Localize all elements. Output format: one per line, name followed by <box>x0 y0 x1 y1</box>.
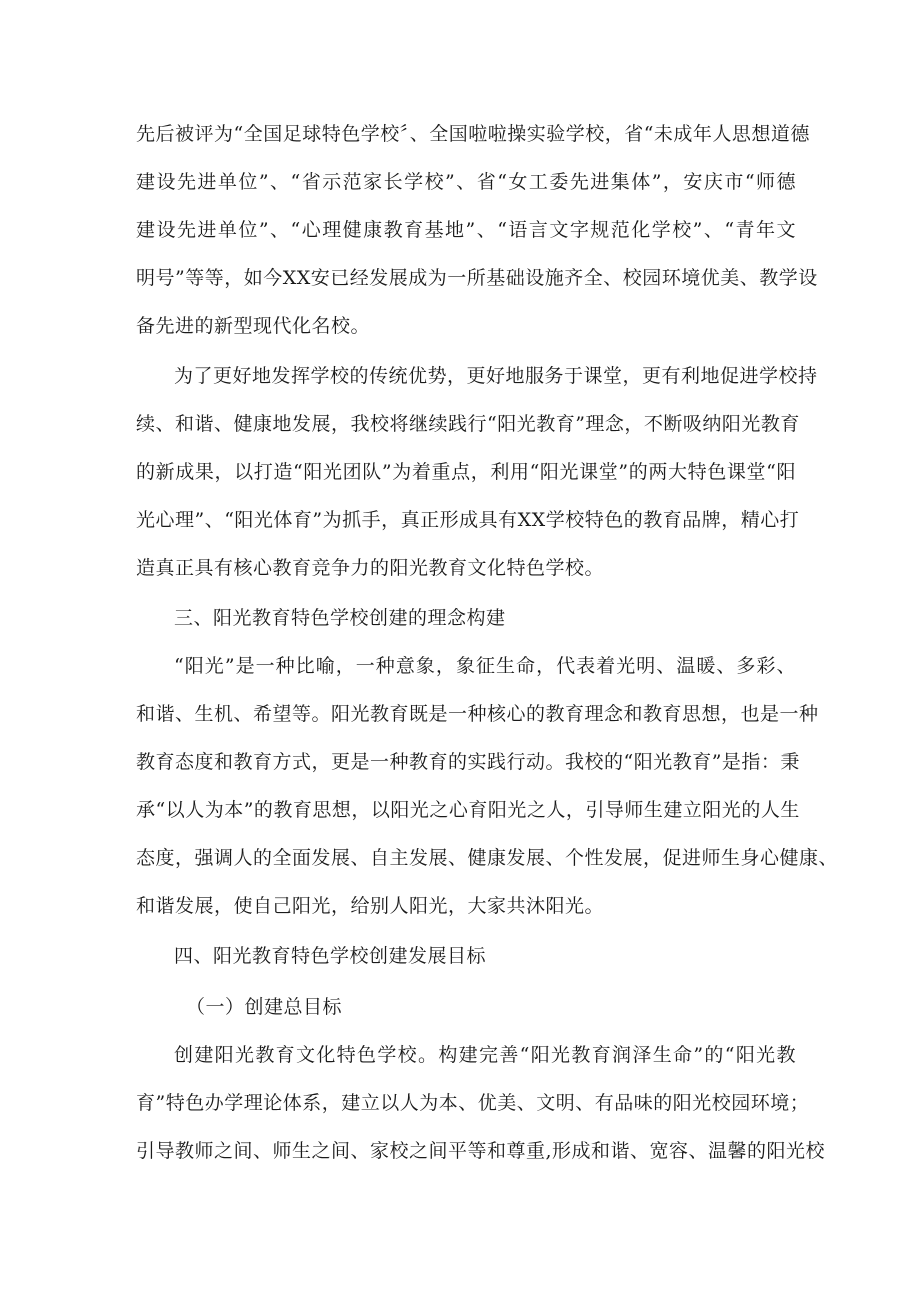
paragraph-3-line-3: 教育态度和教育方式，更是一种教育的实践行动。我校的“阳光教育”是指：秉 <box>136 751 800 773</box>
paragraph-3-line-2: 和谐、生机、希望等。阳光教育既是一种核心的教育理念和教育思想，也是一种 <box>136 703 819 725</box>
paragraph-2-line-4: 光心理”、“阳光体育”为抓手，真正形成具有XX学校特色的教育品牌，精心打 <box>136 509 800 531</box>
paragraph-2-line-1: 为了更好地发挥学校的传统优势，更好地服务于课堂，更有利地促进学校持 <box>174 365 818 387</box>
paragraph-3-line-6: 和谐发展，使自己阳光，给别人阳光，大家共沐阳光。 <box>136 895 605 917</box>
paragraph-4-line-3: 引导教师之间、师生之间、家校之间平等和尊重,形成和谐、宽容、温馨的阳光校 <box>136 1140 826 1162</box>
paragraph-1-line-3: 建设先进单位”、“心理健康教育基地”、“语言文字规范化学校”、“青年文 <box>136 219 796 241</box>
paragraph-1-line-5: 备先进的新型现代化名校。 <box>136 315 371 337</box>
section-heading-4: 四、阳光教育特色学校创建发展目标 <box>174 945 487 967</box>
paragraph-4-line-1: 创建阳光教育文化特色学校。构建完善“阳光教育润泽生命”的“阳光教 <box>174 1044 796 1066</box>
paragraph-1-line-4: 明号”等等，如今XX安已经发展成为一所基础设施齐全、校园环境优美、教学设 <box>136 267 818 289</box>
paragraph-3-line-5: 态度，强调人的全面发展、自主发展、健康发展、个性发展，促进师生身心健康、 <box>136 847 839 869</box>
paragraph-3-line-1: “阳光”是一种比喻，一种意象，象征生命，代表着光明、温暖、多彩、 <box>174 655 796 677</box>
paragraph-2-line-3: 的新成果，以打造“阳光团队”为着重点，利用“阳光课堂”的两大特色课堂“阳 <box>136 461 796 483</box>
paragraph-2-line-5: 造真正具有核心教育竞争力的阳光教育文化特色学校。 <box>136 557 605 579</box>
subsection-heading-1: （一）创建总目标 <box>186 996 343 1018</box>
paragraph-1-line-2: 建设先进单位”、“省示范家长学校”、省“女工委先进集体”，安庆市“师德 <box>136 171 796 193</box>
paragraph-4-line-2: 育”特色办学理论体系，建立以人为本、优美、文明、有品味的阳光校园环境； <box>136 1092 810 1114</box>
paragraph-3-line-4: 承“以人为本”的教育思想，以阳光之心育阳光之人，引导师生建立阳光的人生 <box>136 799 800 821</box>
paragraph-2-line-2: 续、和谐、健康地发展，我校将继续践行“阳光教育”理念，不断吸纳阳光教育 <box>136 413 800 435</box>
section-heading-3: 三、阳光教育特色学校创建的理念构建 <box>174 607 506 629</box>
paragraph-1-line-1: 先后被评为“全国足球特色学校〞、全国啦啦操实验学校，省“未成年人思想道德 <box>136 123 810 145</box>
